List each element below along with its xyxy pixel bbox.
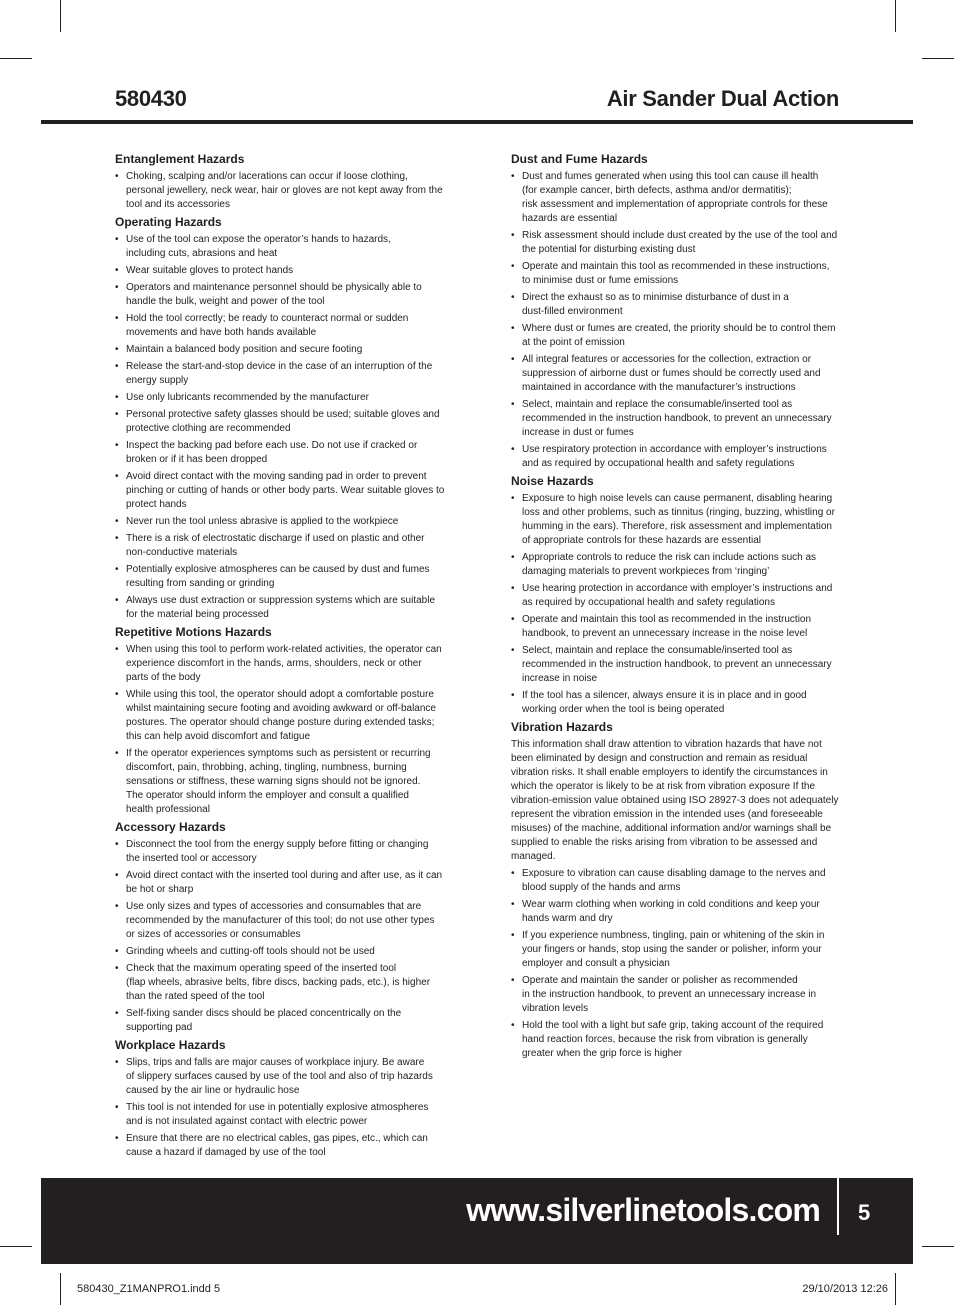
list-item: • Operate and maintain this tool as recommended in these instructions, to minimise dust or fume emissions — [511, 260, 841, 288]
list-item: • Appropriate controls to reduce the risk can include actions such as damaging materials to prevent workpieces from ‘ringing’ — [511, 551, 841, 579]
list-item: • Check that the maximum operating speed of the inserted tool (flap wheels, abrasive belts, fibre discs, backing pads, etc.), is higher than the rated speed of the tool — [115, 962, 445, 1004]
page-number: 5 — [858, 1200, 871, 1225]
list-item: • Slips, trips and falls are major causes of workplace injury. Be aware of slippery surfaces caused by use of the tool and also of trip hazards caused by the air line or hydraulic hose — [115, 1056, 445, 1098]
bullet-list — [115, 643, 445, 817]
list-item: • Wear warm clothing when working in cold conditions and keep your hands warm and dry — [511, 898, 841, 926]
list-item: • Maintain a balanced body position and secure footing — [115, 343, 445, 357]
list-item: • Exposure to vibration can cause disabling damage to the nerves and blood supply of the hands and arms — [511, 867, 841, 895]
section-title: Entanglement Hazards — [115, 152, 245, 166]
list-item: • Operate and maintain this tool as recommended in the instruction handbook, to prevent an unnecessary increase in the noise level — [511, 613, 841, 641]
crop-mark — [60, 0, 61, 32]
product-name: Air Sander Dual Action — [606, 86, 839, 111]
section-title: Repetitive Motions Hazards — [115, 625, 272, 639]
crop-mark — [922, 58, 954, 59]
list-item: • Risk assessment should include dust created by the use of the tool and the potential for disturbing existing dust — [511, 229, 841, 257]
list-item: • Never run the tool unless abrasive is applied to the workpiece — [115, 515, 445, 529]
list-item: • All integral features or accessories for the collection, extraction or suppression of airborne dust or fumes should be correctly used and maintained in accordance with the manufacturer’s instructions — [511, 353, 841, 395]
list-item: • Use only lubricants recommended by the manufacturer — [115, 391, 445, 405]
crop-mark — [895, 0, 896, 32]
crop-mark — [895, 1273, 896, 1305]
section-title: Operating Hazards — [115, 215, 222, 229]
left-column — [115, 152, 445, 1163]
bullet-list — [511, 492, 841, 717]
right-column — [511, 152, 841, 1064]
section-workplace — [115, 1038, 445, 1160]
list-item: • Personal protective safety glasses should be used; suitable gloves and protective clothing are recommended — [115, 408, 445, 436]
bullet-list — [115, 170, 445, 212]
section-accessory — [115, 820, 445, 1035]
header-rule — [41, 120, 913, 124]
section-repetitive — [115, 625, 445, 817]
section-operating — [115, 215, 445, 622]
list-item: • Release the start-and-stop device in the case of an interruption of the energy supply — [115, 360, 445, 388]
list-item: • Self-fixing sander discs should be placed concentrically on the supporting pad — [115, 1007, 445, 1035]
crop-mark — [60, 1273, 61, 1305]
list-item: • Dust and fumes generated when using this tool can cause ill health (for example cancer, birth defects, asthma and/or dermatitis); risk assessment and implementation of appropriate controls for these hazards are essential — [511, 170, 841, 226]
list-item: • Exposure to high noise levels can cause permanent, disabling hearing loss and other problems, such as tinnitus (ringing, buzzing, whistling or humming in the ears). Therefore, risk assessment and implementation of appropriate controls for these hazards are essential — [511, 492, 841, 548]
footer-divider — [837, 1178, 839, 1235]
website-link[interactable]: www.silverlinetools.com — [466, 1192, 820, 1228]
section-vibration — [511, 720, 841, 1061]
list-item: • Avoid direct contact with the inserted tool during and after use, as it can be hot or sharp — [115, 869, 445, 897]
list-item: • There is a risk of electrostatic discharge if used on plastic and other non-conductive materials — [115, 532, 445, 560]
list-item: • This tool is not intended for use in potentially explosive atmospheres and is not insulated against contact with electric power — [115, 1101, 445, 1129]
vibration-intro: This information shall draw attention to vibration hazards that have not been eliminated by design and construction and remain as residual vibration risks. It shall enable employers to identify the circumstances in which the operator is likely to be at risk from vibration exposure If the vibration-emission value obtained using ISO 28927-3 does not adequately represent the vibration emission in the intended uses (and foreseeable misuses) of the machine, additional information and/or warnings shall be supplied to enable the risks arising from vibration to be assessed and managed. — [511, 739, 839, 862]
list-item: • Potentially explosive atmospheres can be caused by dust and fumes resulting from sanding or grinding — [115, 563, 445, 591]
list-item: • Operators and maintenance personnel should be physically able to handle the bulk, weight and power of the tool — [115, 281, 445, 309]
list-item: • Where dust or fumes are created, the priority should be to control them at the point of emission — [511, 322, 841, 350]
bullet-list — [511, 867, 841, 1061]
list-item: • Inspect the backing pad before each use. Do not use if cracked or broken or if it has been dropped — [115, 439, 445, 467]
crop-mark — [0, 58, 32, 59]
list-item: • Disconnect the tool from the energy supply before fitting or changing the inserted tool or accessory — [115, 838, 445, 866]
list-item: • Select, maintain and replace the consumable/inserted tool as recommended in the instruction handbook, to prevent an unnecessary increase in noise — [511, 644, 841, 686]
section-title: Dust and Fume Hazards — [511, 152, 648, 166]
list-item: • When using this tool to perform work-related activities, the operator can experience discomfort in the hands, arms, shoulders, neck or other parts of the body — [115, 643, 445, 685]
list-item: • Avoid direct contact with the moving sanding pad in order to prevent pinching or cutting of hands or other body parts. Wear suitable gloves to protect hands — [115, 470, 445, 512]
section-title: Noise Hazards — [511, 474, 594, 488]
list-item: • Select, maintain and replace the consumable/inserted tool as recommended in the instruction handbook, to prevent an unnecessary increase in dust or fumes — [511, 398, 841, 440]
product-code: 580430 — [115, 86, 187, 111]
list-item: • While using this tool, the operator should adopt a comfortable posture whilst maintaining secure footing and avoiding awkward or off-balance postures. The operator should change posture during extended tasks; this can help avoid discomfort and fatigue — [115, 688, 445, 744]
section-title: Workplace Hazards — [115, 1038, 226, 1052]
list-item: • If the tool has a silencer, always ensure it is in place and in good working order when the tool is being operated — [511, 689, 841, 717]
section-dust — [511, 152, 841, 471]
list-item: • Wear suitable gloves to protect hands — [115, 264, 445, 278]
list-item: • Choking, scalping and/or lacerations can occur if loose clothing, personal jewellery, neck wear, hair or gloves are not kept away from the tool and its accessories — [115, 170, 445, 212]
slug-date: 29/10/2013 12:26 — [802, 1283, 888, 1295]
bullet-list — [115, 838, 445, 1035]
bullet-list — [511, 170, 841, 471]
section-title: Vibration Hazards — [511, 720, 613, 734]
list-item: • Operate and maintain the sander or polisher as recommended in the instruction handbook, to prevent an unnecessary increase in vibration levels — [511, 974, 841, 1016]
list-item: • Always use dust extraction or suppression systems which are suitable for the material being processed — [115, 594, 445, 622]
crop-mark — [922, 1246, 954, 1247]
bullet-list — [115, 1056, 445, 1160]
crop-mark — [0, 1246, 32, 1247]
section-title: Accessory Hazards — [115, 820, 226, 834]
list-item: • Use hearing protection in accordance with employer’s instructions and as required by occupational health and safety regulations — [511, 582, 841, 610]
section-noise — [511, 474, 841, 717]
section-entanglement — [115, 152, 445, 212]
list-item: • Ensure that there are no electrical cables, gas pipes, etc., which can cause a hazard if damaged by use of the tool — [115, 1132, 445, 1160]
list-item: • If the operator experiences symptoms such as persistent or recurring discomfort, pain, throbbing, aching, tingling, numbness, burning sensations or stiffness, these warning signs should not be ignored. The operator should inform the employer and consult a qualified health professional — [115, 747, 445, 817]
list-item: • Hold the tool with a light but safe grip, taking account of the required hand reaction forces, because the risk from vibration is generally greater when the grip force is higher — [511, 1019, 841, 1061]
list-item: • Grinding wheels and cutting-off tools should not be used — [115, 945, 445, 959]
list-item: • Direct the exhaust so as to minimise disturbance of dust in a dust-filled environment — [511, 291, 841, 319]
slug-file: 580430_Z1MANPRO1.indd 5 — [77, 1283, 221, 1295]
list-item: • Use respiratory protection in accordance with employer’s instructions and as required by occupational health and safety regulations — [511, 443, 841, 471]
list-item: • If you experience numbness, tingling, pain or whitening of the skin in your fingers or hands, stop using the sander or polisher, inform your employer and consult a physician — [511, 929, 841, 971]
bullet-list — [115, 233, 445, 622]
list-item: • Use only sizes and types of accessories and consumables that are recommended by the manufacturer of this tool; do not use other types or sizes of accessories or consumables — [115, 900, 445, 942]
list-item: • Hold the tool correctly; be ready to counteract normal or sudden movements and have both hands available — [115, 312, 445, 340]
list-item: • Use of the tool can expose the operator’s hands to hazards, including cuts, abrasions and heat — [115, 233, 445, 261]
